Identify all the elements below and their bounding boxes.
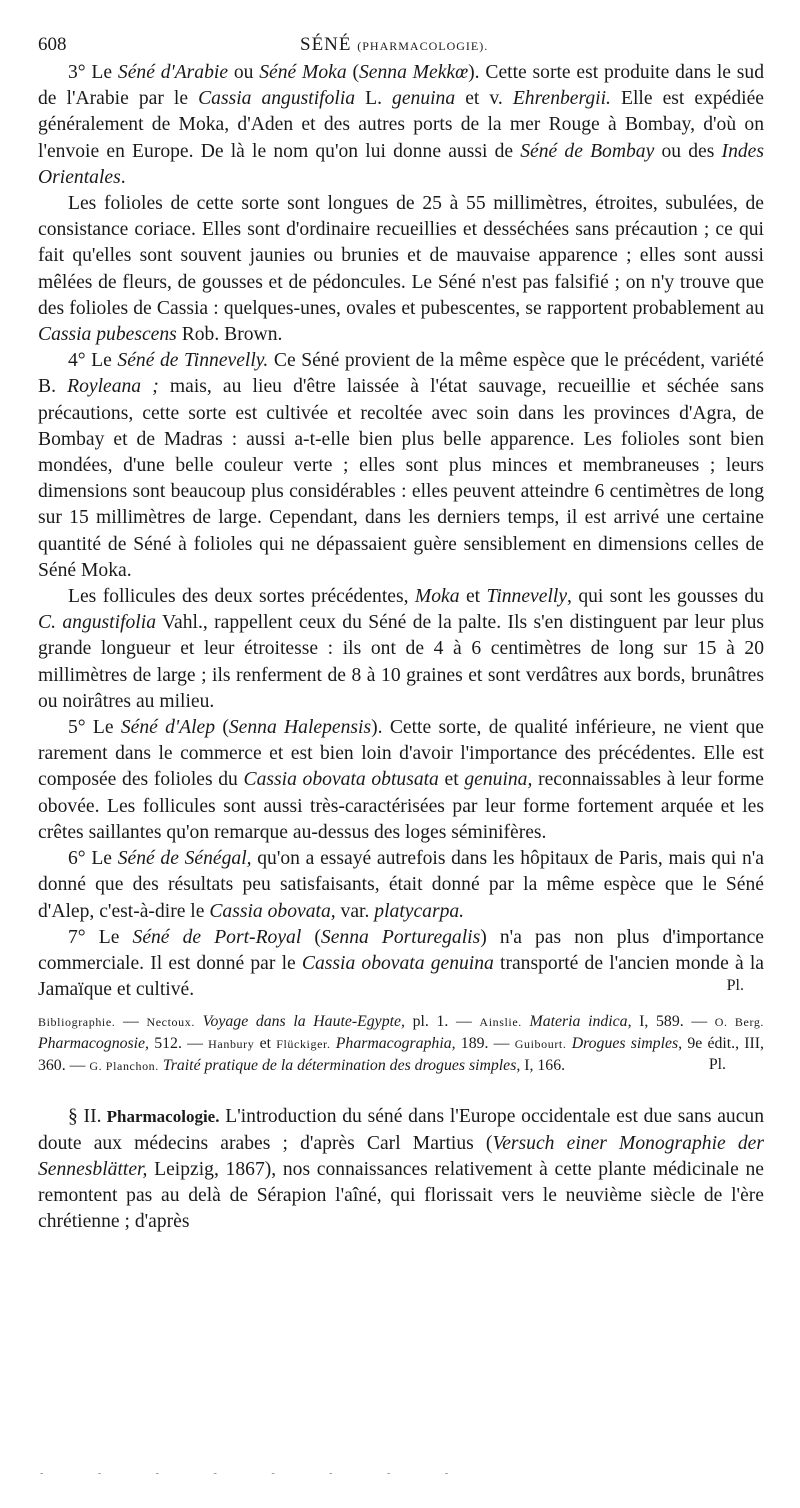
- running-title: SÉNÉ (PHARMACOLOGIE).: [300, 34, 489, 55]
- signature-pl: Pl.: [726, 977, 744, 995]
- running-header: [38, 30, 764, 60]
- section-number: § II.: [68, 1106, 102, 1128]
- bibliography-signature: Pl.: [708, 1056, 726, 1074]
- paragraph-follicules: Les follicules des deux sortes précédentes, Moka et Tinnevelly, qui sont les gousses du C. angustifolia Vahl., rappellent ceux du Séné de la palte. Ils s'en distinguent par leur plus grande longueur et leur étroitesse : ils ont de 4 à 6 centimètres de long sur 15 à 20 millimètres de large ; ils renferment de 8 à 10 graines et sont verdâtres aux bords, brunâtres ou noirâtres au milieu.: [38, 586, 764, 712]
- footer-marks: - - - - - - - -: [40, 1468, 475, 1479]
- paragraph-alep: 5° Le Séné d'Alep (Senna Halepensis). Cette sorte, de qualité inférieure, ne vient que rarement dans le commerce et est bien loin d'avoir l'importance des précédentes. Elle est composée des folioles du Cassia obovata obtusata et genuina, reconnaissables à leur forme obovée. Les follicules sont aussi très-caractérisées par leur forme fortement arquée et les crêtes saillantes qu'on remarque au-dessus des loges séminifères.: [38, 717, 764, 843]
- section-heading: Pharmacologie.: [101, 1107, 220, 1127]
- page: [38, 30, 764, 1235]
- bibliography: Bibliographie. — Nectoux. Voyage dans la Haute-Egypte, pl. 1. — Ainslie. Materia indica, I, 589. — O. Berg. Pharmacognosie, 512. — Hanbury et Flückiger. Pharmacographia, 189. — Guibourt. Drogues simples, 9e édit., III, 360. — G. Planchon. Traité pratique de la détermination des drogues simples, I, 166.: [38, 1013, 765, 1075]
- section-pharmacologie: § II. Pharmacologie. L'introduction du séné dans l'Europe occidentale est due sans aucun doute aux médecins arabes ; d'après Carl Martius (Versuch einer Monographie der Sennesblätter, Leipzig, 1867), nos connaissances relativement à cette plante médicinale ne remontent pas au delà de Sérapion l'aîné, qui florissait vers le neuvième siècle de l'ère chrétienne ; d'après: [38, 1106, 764, 1233]
- paragraph-port-royal: 7° Le Séné de Port-Royal (Senna Porturegalis) n'a pas non plus d'importance commerciale. Il est donné par le Cassia obovata genuina transporté de l'ancien monde à la Jamaïque et cultivé.: [38, 926, 764, 1001]
- paragraph-seed-arabie: 3° Le Séné d'Arabie ou Séné Moka (Senna Mekkœ). Cette sorte est produite dans le sud de l'Arabie par le Cassia angustifolia L. genuina et v. Ehrenbergii. Elle est expédiée généralement de Moka, d'Aden et des autres ports de la mer Rouge à Bombay, d'où on l'envoie en Europe. De là le nom qu'on lui donne aussi de Séné de Bombay ou des Indes Orientales.: [38, 62, 765, 188]
- paragraph-senegal: 6° Le Séné de Sénégal, qu'on a essayé autrefois dans les hôpitaux de Paris, mais qui n'a donné que des résultats peu satisfaisants, était donné par la même espèce que le Séné d'Alep, c'est-à-dire le Cassia obovata, var. platycarpa.: [38, 848, 765, 922]
- page-number: 608: [38, 34, 67, 55]
- paragraph-folioles-arabie: Les folioles de cette sorte sont longues de 25 à 55 millimètres, étroites, subulées, de consistance coriace. Elles sont d'ordinaire recueillies et desséchées sans précaution ; ce qui fait qu'elles sont souvent jaunies ou brunies et de mauvaise apparence ; elles sont aussi mêlées de fleurs, de gousses et de pédoncules. Le Séné n'est pas falsifié ; on n'y trouve que des folioles de Cassia : quelques-unes, ovales et pubescentes, se rapportent probablement au Cassia pubescens Rob. Brown.: [38, 193, 764, 346]
- paragraph-tinnevelly: 4° Le Séné de Tinnevelly. Ce Séné provient de la même espèce que le précédent, variété B. Royleana ; mais, au lieu d'être laissée à l'état sauvage, recueillie et séchée sans précautions, cette sorte est cultivée et recoltée avec soin dans les provinces d'Agra, de Bombay et de Madras : aussi a-t-elle bien plus belle apparence. Les folioles sont bien mondées, d'une belle couleur verte ; elles sont plus minces et membraneuses ; leurs dimensions sont beaucoup plus considérables : elles peuvent atteindre 6 centimètres de long sur 15 millimètres de large. Cependant, dans les derniers temps, il est arrivé une certaine quantité de Séné à folioles qui ne dépassaient guère sensiblement en dimensions celles de Séné Moka.: [38, 350, 764, 581]
